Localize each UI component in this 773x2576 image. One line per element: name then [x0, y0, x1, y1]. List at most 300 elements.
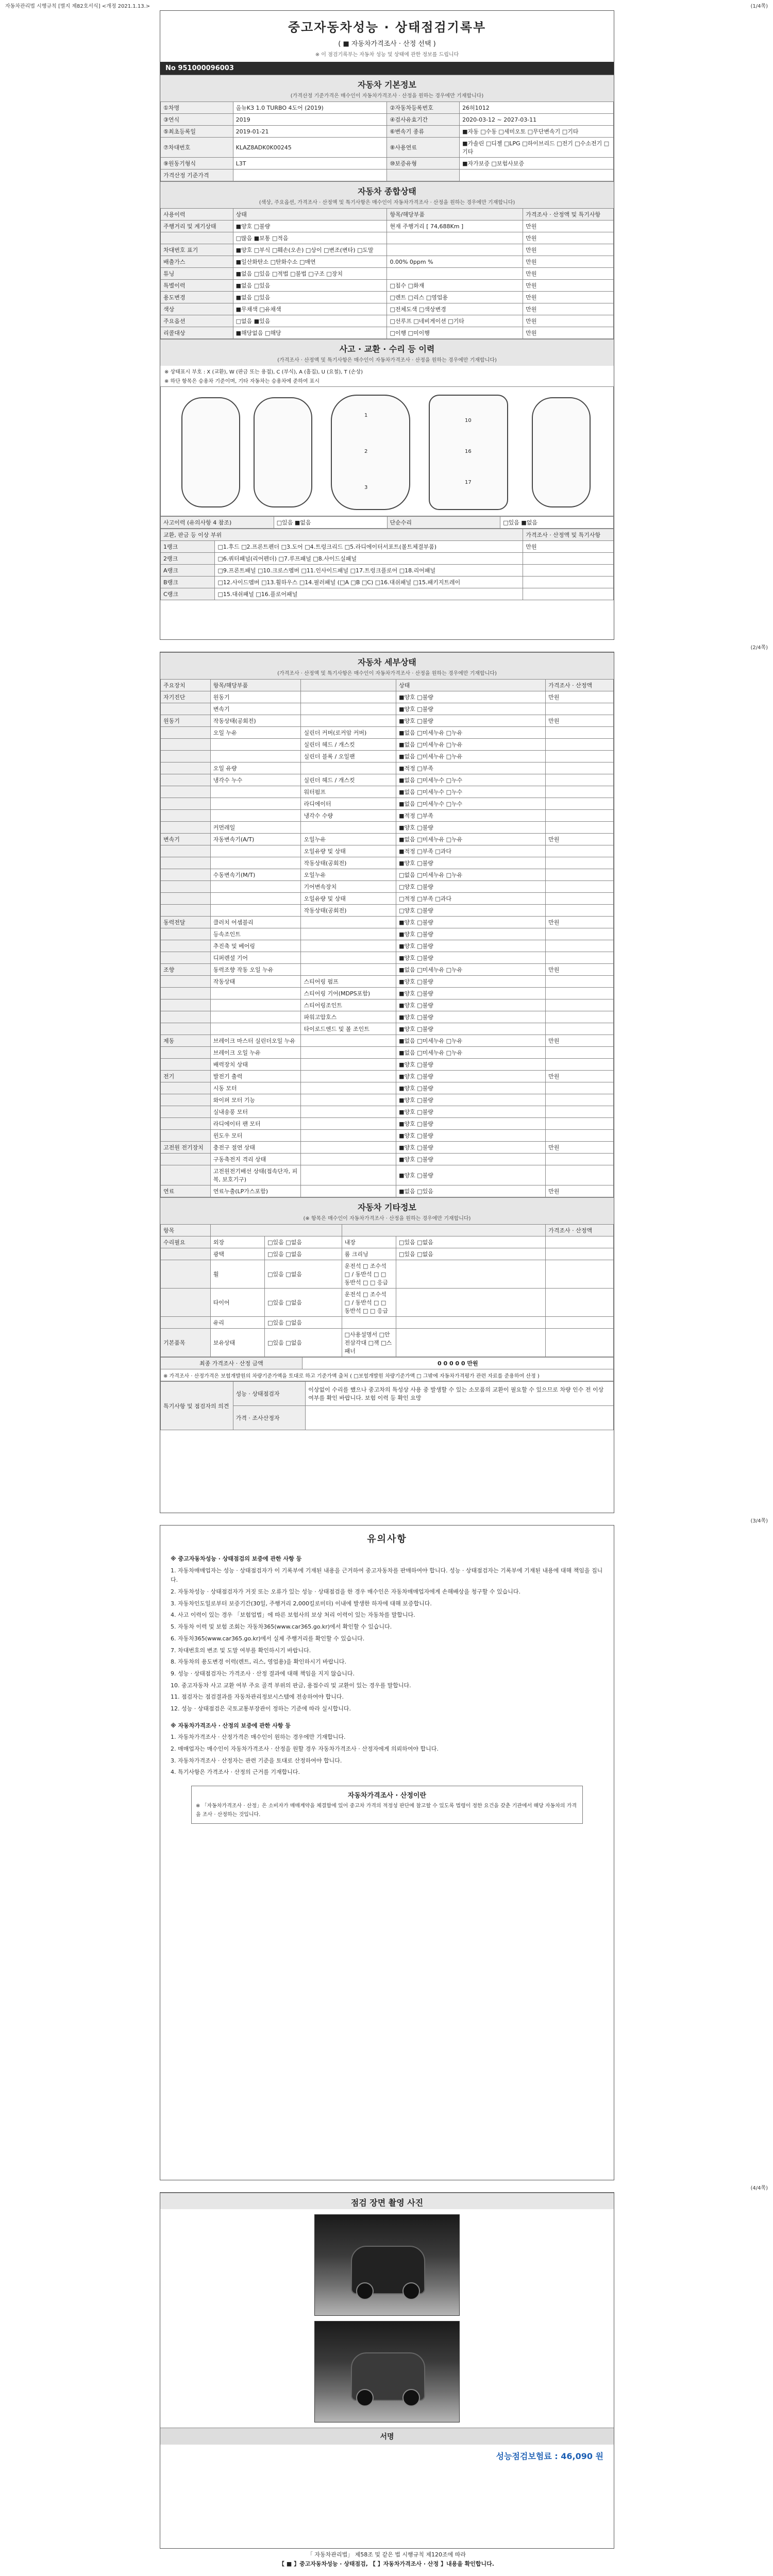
detail-row: [161, 1071, 614, 1082]
accident-legend-2: ※ 하단 항목은 승용차 기준이며, 기타 자동차는 승용차에 준하여 표시: [164, 379, 320, 384]
detail-cell: ■없음 □미세누유 □누유: [396, 751, 546, 762]
detail-row: [161, 845, 614, 857]
page-indicator-4: (4/4쪽): [750, 2185, 768, 2191]
total-status-row: [161, 244, 614, 256]
final-price-value: 0 0 0 0 0 만원: [302, 1358, 613, 1369]
total-status-cell: □렌트 □리스 □영업용: [387, 292, 523, 303]
total-status-cell: ■없음 □있음 □적법 □불법 □구조 □장치: [233, 268, 387, 280]
etc-header-row: [161, 1225, 614, 1236]
detail-cell: [210, 905, 301, 917]
detail-cell: [301, 1142, 396, 1154]
etc-cell: □사용설명서 □안전삼각대 □잭 □스패너: [342, 1329, 396, 1357]
special-text: 이상없이 수리를 했으나 중고차의 특성상 사용 중 발생할 수 있는 소모품의 교환이 필요할 수 있으므로 차량 인수 전 이상 여부를 확인 바랍니다. 보험 이력 등 확인 요망: [306, 1382, 614, 1406]
detail-row: [161, 964, 614, 976]
page-4: [160, 2192, 614, 2549]
page-3: [160, 1525, 614, 2180]
detail-cell: 작동상태(공회전): [210, 715, 301, 727]
total-status-cell: 만원: [523, 280, 614, 292]
detail-cell: [546, 976, 614, 988]
detail-cell: [210, 881, 301, 893]
detail-cell: ■없음 □미세누수 □누수: [396, 774, 546, 786]
basic-info-cell: ①차명: [161, 102, 233, 114]
detail-cell: [301, 1185, 396, 1197]
accident-frame-row: [161, 577, 614, 588]
detail-cell: [210, 845, 301, 857]
detail-cell: 만원: [546, 834, 614, 845]
detail-cell: [546, 1154, 614, 1165]
inspection-photo-1: [314, 2214, 460, 2316]
detail-cell: 연료: [161, 1185, 211, 1197]
detail-cell: 라디에이터: [301, 798, 396, 810]
signature-label: 서명: [160, 2428, 614, 2445]
total-status-cell: ■양호 □부식 □훼손(오손) □상이 □변조(변타) □도말: [233, 244, 387, 256]
detail-cell: 충전구 절연 상태: [210, 1142, 301, 1154]
basic-info-title: 자동차 기본정보: [160, 75, 614, 91]
detail-cell: [301, 928, 396, 940]
detail-cell: [546, 822, 614, 834]
detail-cell: [301, 1106, 396, 1118]
basic-info-cell: 2019: [233, 114, 387, 126]
detail-cell: [301, 703, 396, 715]
detail-cell: ■양호 □불량: [396, 1011, 546, 1023]
notice-item: 4. 사고 이력이 있는 경우 「보험업법」에 따른 보험사의 보상 처리 이력이 있는 자동차를 말합니다.: [171, 1612, 415, 1619]
total-status-cell: [387, 268, 523, 280]
detail-cell: [546, 1094, 614, 1106]
car-right-view: [532, 397, 591, 507]
etc-cell: [396, 1289, 546, 1317]
detail-cell: [301, 1082, 396, 1094]
detail-row: [161, 1165, 614, 1185]
total-status-cell: ■양호 □불량: [233, 221, 387, 232]
detail-row: [161, 1106, 614, 1118]
detail-cell: [161, 893, 211, 905]
etc-cell: 운전석 □ 조수석 □ / 동반석 □ □ 동반석 □ □ 응급: [342, 1260, 396, 1289]
detail-cell: [546, 1047, 614, 1059]
total-status-cell: □많음 ■보통 □적음: [233, 232, 387, 244]
detail-cell: 실내송풍 모터: [210, 1106, 301, 1118]
detail-cell: 만원: [546, 964, 614, 976]
total-status-table: [160, 208, 614, 339]
detail-cell: □양호 □불량: [396, 905, 546, 917]
frame-parts: □15.대쉬패널 □16.플로어패널: [215, 588, 523, 600]
detail-cell: [546, 1082, 614, 1094]
basic-info-cell: ②자동차등록번호: [387, 102, 460, 114]
detail-cell: 고전원전기배선 상태(접속단자, 피복, 보호기구): [210, 1165, 301, 1185]
inspection-fee: 성능점검보험료 : 46,090 원: [496, 2451, 603, 2461]
detail-cell: [210, 999, 301, 1011]
detail-cell: [301, 691, 396, 703]
detail-cell: [161, 810, 211, 822]
detail-cell: 작동상태: [210, 976, 301, 988]
total-status-cell: 용도변경: [161, 292, 233, 303]
detail-cell: ■적정 □부족: [396, 810, 546, 822]
detail-cell: ■양호 □불량: [396, 822, 546, 834]
detail-cell: 냉각수 수량: [301, 810, 396, 822]
detail-cell: ■양호 □불량: [396, 857, 546, 869]
detail-cell: □적정 □부족 □과다: [396, 893, 546, 905]
total-status-cell: 만원: [523, 327, 614, 339]
total-status-cell: 배출가스: [161, 256, 233, 268]
etc-cell: [161, 1317, 211, 1329]
detail-row: [161, 1142, 614, 1154]
notice-item: 2. 자동차성능 · 상태점검자가 거짓 또는 오류가 있는 성능 · 상태점검을 한 경우 매수인은 자동차매매업자에게 손해배상을 청구할 수 있습니다.: [171, 1588, 520, 1596]
total-status-header: 사용이력: [161, 209, 233, 221]
detail-cell: [546, 857, 614, 869]
etc-cell: 내장: [342, 1236, 396, 1248]
notice-item: 6. 자동차365(www.car365.go.kr)에서 실제 주행거리를 확인할 수 있습니다.: [171, 1635, 365, 1642]
detail-cell: 오일누유: [301, 834, 396, 845]
total-status-cell: 주요옵션: [161, 315, 233, 327]
total-status-cell: 만원: [523, 232, 614, 244]
detail-cell: [161, 845, 211, 857]
detail-row: [161, 940, 614, 952]
etc-cell: 유리: [210, 1317, 264, 1329]
detail-cell: [161, 798, 211, 810]
detail-cell: 윈도우 모터: [210, 1130, 301, 1142]
total-status-cell: ■없음 □있음: [233, 292, 387, 303]
total-status-cell: ■무채색 □유채색: [233, 303, 387, 315]
frame-rank: C랭크: [161, 588, 215, 600]
detail-cell: ■양호 □불량: [396, 1071, 546, 1082]
detail-cell: 기어변속장치: [301, 881, 396, 893]
special-text: [306, 1406, 614, 1430]
detail-row: [161, 762, 614, 774]
total-status-row: [161, 256, 614, 268]
basic-info-cell: ③연식: [161, 114, 233, 126]
basic-info-cell: ⑧사용연료: [387, 138, 460, 158]
total-status-cell: 차대번호 표기: [161, 244, 233, 256]
basic-info-cell: 2020-03-12 ~ 2027-03-11: [460, 114, 614, 126]
etc-cell: [396, 1317, 546, 1329]
detail-cell: [546, 928, 614, 940]
total-status-cell: 색상: [161, 303, 233, 315]
notice-item: 3. 자동차인도일로부터 보증기간(30일, 주행거리 2,000킬로미터) 이내에 발생한 하자에 대해 보증합니다.: [171, 1600, 432, 1607]
etc-cell: [161, 1248, 211, 1260]
total-status-row: [161, 303, 614, 315]
detail-row: [161, 928, 614, 940]
detail-cell: 구동축전지 격리 상태: [210, 1154, 301, 1165]
detail-row: [161, 976, 614, 988]
etc-cell: [342, 1317, 396, 1329]
accident-legend: ※ 상태표시 부호 : X (교환), W (판금 또는 용접), C (부식), A (흠집), U (요철), T (손상): [164, 369, 363, 375]
notice-body: [160, 1547, 614, 1837]
detail-cell: □양호 □불량: [396, 881, 546, 893]
etc-cell: □있음 □없음: [265, 1236, 342, 1248]
detail-cell: [161, 822, 211, 834]
detail-cell: 연료누출(LP가스포함): [210, 1185, 301, 1197]
detail-cell: 변속기: [210, 703, 301, 715]
total-status-title: 자동차 종합상태: [160, 181, 614, 198]
detail-cell: 고전원 전기장치: [161, 1142, 211, 1154]
basic-info-cell: ⑤최초등록일: [161, 126, 233, 138]
etc-cell: [546, 1260, 614, 1289]
etc-cell: □있음 □없음: [265, 1329, 342, 1357]
document-note: ※ 이 점검기록부는 자동차 성능 및 상태에 관한 정보를 드립니다: [315, 52, 459, 58]
accident-frame-row: [161, 553, 614, 565]
notice-item: 1. 자동차매매업자는 성능 · 상태점검자가 이 기록부에 기재된 내용을 근거하여 중고자동차를 판매하여야 합니다. 성능 · 상태점검자는 기록부에 기재된 내용에 대해 책임을 집니다.: [171, 1567, 603, 1584]
detail-cell: 수동변속기(M/T): [210, 869, 301, 881]
total-status-cell: 튜닝: [161, 268, 233, 280]
detail-cell: [161, 1154, 211, 1165]
detail-cell: 작동상태(공회전): [301, 905, 396, 917]
notice-item: 1. 자동차가격조사 · 산정가격은 매수인이 원하는 경우에만 기재합니다.: [171, 1734, 346, 1741]
detail-cell: [161, 940, 211, 952]
etc-cell: [396, 1329, 546, 1357]
detail-table: [160, 679, 614, 1197]
detail-cell: [161, 999, 211, 1011]
frame-parts: □6.쿼터패널(리어펜더) □7.루프패널 □8.사이드실패널: [215, 553, 523, 565]
total-status-cell: ■일산화탄소 □탄화수소 □매연: [233, 256, 387, 268]
detail-cell: [301, 1059, 396, 1071]
final-price-note: ※ 가격조사 · 산정가격은 보험개발원의 차량기준가액을 토대로 하고 기준가액 출처 ( □보험개발원 차량기준가액 □ 그밖에 자동차가격평가 관련 자료를 준용하여 산정 ): [161, 1369, 614, 1381]
car-diagram: 1 2 3 10 16 17: [160, 386, 614, 516]
total-status-row: [161, 232, 614, 244]
detail-cell: [546, 786, 614, 798]
detail-row: [161, 727, 614, 739]
total-status-cell: 만원: [523, 268, 614, 280]
detail-cell: ■양호 □불량: [396, 1154, 546, 1165]
frame-price: [523, 553, 614, 565]
total-status-cell: ■해당없음 □해당: [233, 327, 387, 339]
detail-cell: 만원: [546, 715, 614, 727]
detail-cell: 시동 모터: [210, 1082, 301, 1094]
detail-cell: [210, 751, 301, 762]
etc-table: [160, 1224, 614, 1357]
detail-cell: 라디에이터 팬 모터: [210, 1118, 301, 1130]
detail-cell: [210, 1023, 301, 1035]
detail-row: [161, 1047, 614, 1059]
total-status-cell: □침수 □화재: [387, 280, 523, 292]
detail-cell: 실린더 헤드 / 개스킷: [301, 774, 396, 786]
total-status-cell: 만원: [523, 221, 614, 232]
detail-cell: ■양호 □불량: [396, 1130, 546, 1142]
detail-header: 가격조사 · 산정액: [546, 680, 614, 691]
page-indicator-3: (3/4쪽): [750, 1518, 768, 1524]
detail-row: [161, 893, 614, 905]
detail-cell: [546, 1130, 614, 1142]
detail-cell: [161, 1130, 211, 1142]
frame-price: [523, 588, 614, 600]
etc-cell: [396, 1260, 546, 1289]
detail-cell: [546, 1059, 614, 1071]
total-status-cell: 만원: [523, 244, 614, 256]
detail-cell: 배력장치 상태: [210, 1059, 301, 1071]
total-status-header: 가격조사 · 산정액 및 특기사항: [523, 209, 614, 221]
etc-cell: □있음 □없음: [265, 1317, 342, 1329]
detail-cell: [161, 774, 211, 786]
detail-row: [161, 999, 614, 1011]
detail-cell: ■적정 □부족: [396, 762, 546, 774]
detail-cell: [546, 739, 614, 751]
etc-cell: [161, 1289, 211, 1317]
detail-cell: [301, 1035, 396, 1047]
etc-cell: □있음 □없음: [396, 1248, 546, 1260]
basic-info-cell: ■자가보증 □보험사보증: [460, 158, 614, 170]
basic-info-row: [161, 102, 614, 114]
detail-row: [161, 786, 614, 798]
basic-info-cell: 올뉴K3 1.0 TURBO 4도어 (2019): [233, 102, 387, 114]
basic-info-subtitle: (가격산정 기준가격은 매수인이 자동차가격조사 · 산정을 원하는 경우에만 기재합니다): [160, 91, 614, 101]
detail-cell: [161, 703, 211, 715]
detail-row: [161, 1035, 614, 1047]
detail-cell: [161, 751, 211, 762]
basic-info-cell: [460, 170, 614, 181]
detail-header: 항목/해당부품: [210, 680, 301, 691]
total-status-cell: 0.00% 0ppm %: [387, 256, 523, 268]
detail-row: [161, 715, 614, 727]
detail-row: [161, 1011, 614, 1023]
notice-title: 유의사항: [367, 1534, 407, 1545]
detail-cell: [546, 905, 614, 917]
detail-cell: [301, 1118, 396, 1130]
detail-cell: ■양호 □불량: [396, 1082, 546, 1094]
detail-cell: ■양호 □불량: [396, 988, 546, 999]
detail-cell: 등속조인트: [210, 928, 301, 940]
car-front-view: [254, 397, 312, 507]
detail-cell: ■양호 □불량: [396, 715, 546, 727]
detail-cell: ■양호 □불량: [396, 1165, 546, 1185]
accident-frame-row: [161, 588, 614, 600]
detail-cell: ■없음 □미세누유 □누유: [396, 1047, 546, 1059]
total-status-cell: [387, 244, 523, 256]
basic-info-row: [161, 158, 614, 170]
accident-summary-cell: □있음 ■없음: [274, 517, 387, 529]
page-indicator-2: (2/4쪽): [750, 645, 768, 651]
detail-cell: [301, 952, 396, 964]
etc-cell: 보유상태: [210, 1329, 264, 1357]
page-2: [160, 652, 614, 1513]
detail-cell: [161, 1082, 211, 1094]
accident-summary-cell: 단순수리: [387, 517, 500, 529]
detail-row: [161, 952, 614, 964]
basic-info-cell: ■가솔린 □디젤 □LPG □하이브리드 □전기 □수소전기 □기타: [460, 138, 614, 158]
detail-cell: ■없음 □미세누유 □누유: [396, 964, 546, 976]
detail-cell: [301, 822, 396, 834]
detail-cell: 스티어링 기어(MDPS포함): [301, 988, 396, 999]
detail-cell: [161, 869, 211, 881]
footer-line-2: 【 ■ 】중고자동차성능 · 상태점검, 【 】자동차가격조사 · 산정 】내용을 확인합니다.: [279, 2560, 494, 2567]
detail-header: [301, 680, 396, 691]
etc-cell: [546, 1236, 614, 1248]
detail-cell: 만원: [546, 1185, 614, 1197]
special-role: 가격 · 조사산정자: [233, 1406, 306, 1430]
detail-row: [161, 691, 614, 703]
total-status-cell: 현재 주행거리 [ 74,688Km ]: [387, 221, 523, 232]
car-top-view: [331, 395, 410, 510]
accident-subtitle: (가격조사 · 산정액 및 특기사항은 매수인이 자동차가격조사 · 산정을 원하는 경우에만 기재합니다): [160, 355, 614, 366]
detail-cell: [546, 1023, 614, 1035]
etc-cell: [161, 1260, 211, 1289]
total-status-cell: 주행거리 및 계기상태: [161, 221, 233, 232]
detail-cell: [161, 1011, 211, 1023]
detail-cell: [301, 762, 396, 774]
detail-cell: [161, 762, 211, 774]
detail-subtitle: (가격조사 · 산정액 및 특기사항은 매수인이 자동차가격조사 · 산정을 원하는 경우에만 기재합니다): [160, 669, 614, 679]
detail-cell: [210, 857, 301, 869]
total-status-header: 항목/해당부품: [387, 209, 523, 221]
price-explain-box: 자동차가격조사 · 산정이란 ※ 「자동차가격조사 · 산정」은 소비자가 매매계약을 체결함에 있어 중고차 가격의 적정성 판단에 참고할 수 있도록 법령이 정한 요건을 갖춘 기관에서 해당 자동차의 가격을 조사 · 산정하는 것입니다.: [191, 1786, 583, 1824]
total-status-row: [161, 292, 614, 303]
detail-cell: [546, 988, 614, 999]
detail-row: [161, 751, 614, 762]
detail-row: [161, 1185, 614, 1197]
notice-item: 12. 성능 · 상태점검은 국토교통부장관이 정하는 기준에 따라 실시합니다.: [171, 1705, 351, 1712]
total-status-cell: □없음 ■있음: [233, 315, 387, 327]
detail-cell: 동력전달: [161, 917, 211, 928]
detail-cell: [161, 988, 211, 999]
notice-item: 10. 중고자동차 사고 교환 여부 주요 골격 부위의 판금, 용접수리 및 교환이 있는 경우를 말합니다.: [171, 1682, 411, 1689]
notice-item: 9. 성능 · 상태점검자는 가격조사 · 산정 결과에 대해 책임을 지지 않습니다.: [171, 1670, 355, 1677]
detail-cell: [546, 940, 614, 952]
detail-cell: 만원: [546, 1142, 614, 1154]
etc-cell: □있음 □없음: [265, 1260, 342, 1289]
detail-row: [161, 857, 614, 869]
frame-rank: B랭크: [161, 577, 215, 588]
detail-row: [161, 798, 614, 810]
detail-cell: ■양호 □불량: [396, 1142, 546, 1154]
etc-cell: [546, 1317, 614, 1329]
detail-cell: □없음 □미세누유 □누유: [396, 869, 546, 881]
page-indicator: (1/4쪽): [750, 4, 768, 9]
detail-cell: [161, 1165, 211, 1185]
etc-cell: [546, 1248, 614, 1260]
detail-cell: 변속기: [161, 834, 211, 845]
detail-cell: [161, 1118, 211, 1130]
detail-cell: [161, 1094, 211, 1106]
detail-cell: [210, 988, 301, 999]
detail-cell: 자동변속기(A/T): [210, 834, 301, 845]
detail-cell: [161, 786, 211, 798]
basic-info-cell: KLAZ8ADK0K00245: [233, 138, 387, 158]
detail-cell: [546, 999, 614, 1011]
etc-cell: □있음 □없음: [265, 1248, 342, 1260]
etc-cell: 수리필요: [161, 1236, 211, 1248]
basic-info-cell: L3T: [233, 158, 387, 170]
footer-line-1: 「 자동차관리법」 제58조 및 같은 법 시행규칙 제120조에 따라: [307, 2551, 466, 2558]
etc-header: 항목: [161, 1225, 211, 1236]
detail-cell: 오일누유: [301, 869, 396, 881]
detail-cell: 브레이크 오일 누유: [210, 1047, 301, 1059]
etc-cell: □있음 □없음: [265, 1289, 342, 1317]
etc-cell: 휠: [210, 1260, 264, 1289]
etc-row: [161, 1317, 614, 1329]
total-status-cell: [387, 232, 523, 244]
detail-cell: 발전기 출력: [210, 1071, 301, 1082]
detail-row: [161, 905, 614, 917]
detail-cell: ■없음 □미세누유 □누유: [396, 1035, 546, 1047]
detail-cell: 작동상태(공회전): [301, 857, 396, 869]
detail-cell: ■양호 □불량: [396, 1106, 546, 1118]
detail-cell: [301, 1154, 396, 1165]
detail-row: [161, 1094, 614, 1106]
etc-cell: 타이어: [210, 1289, 264, 1317]
detail-cell: [301, 940, 396, 952]
detail-row: [161, 1118, 614, 1130]
detail-cell: [301, 1094, 396, 1106]
detail-cell: [210, 810, 301, 822]
detail-cell: [161, 881, 211, 893]
detail-cell: [161, 1059, 211, 1071]
detail-cell: ■양호 □불량: [396, 999, 546, 1011]
detail-cell: [546, 1011, 614, 1023]
total-status-cell: □이행 □미이행: [387, 327, 523, 339]
detail-cell: ■없음 □있음: [396, 1185, 546, 1197]
detail-cell: [161, 952, 211, 964]
detail-cell: 자기진단: [161, 691, 211, 703]
etc-header: [342, 1225, 546, 1236]
detail-cell: ■양호 □불량: [396, 940, 546, 952]
detail-cell: [161, 1106, 211, 1118]
